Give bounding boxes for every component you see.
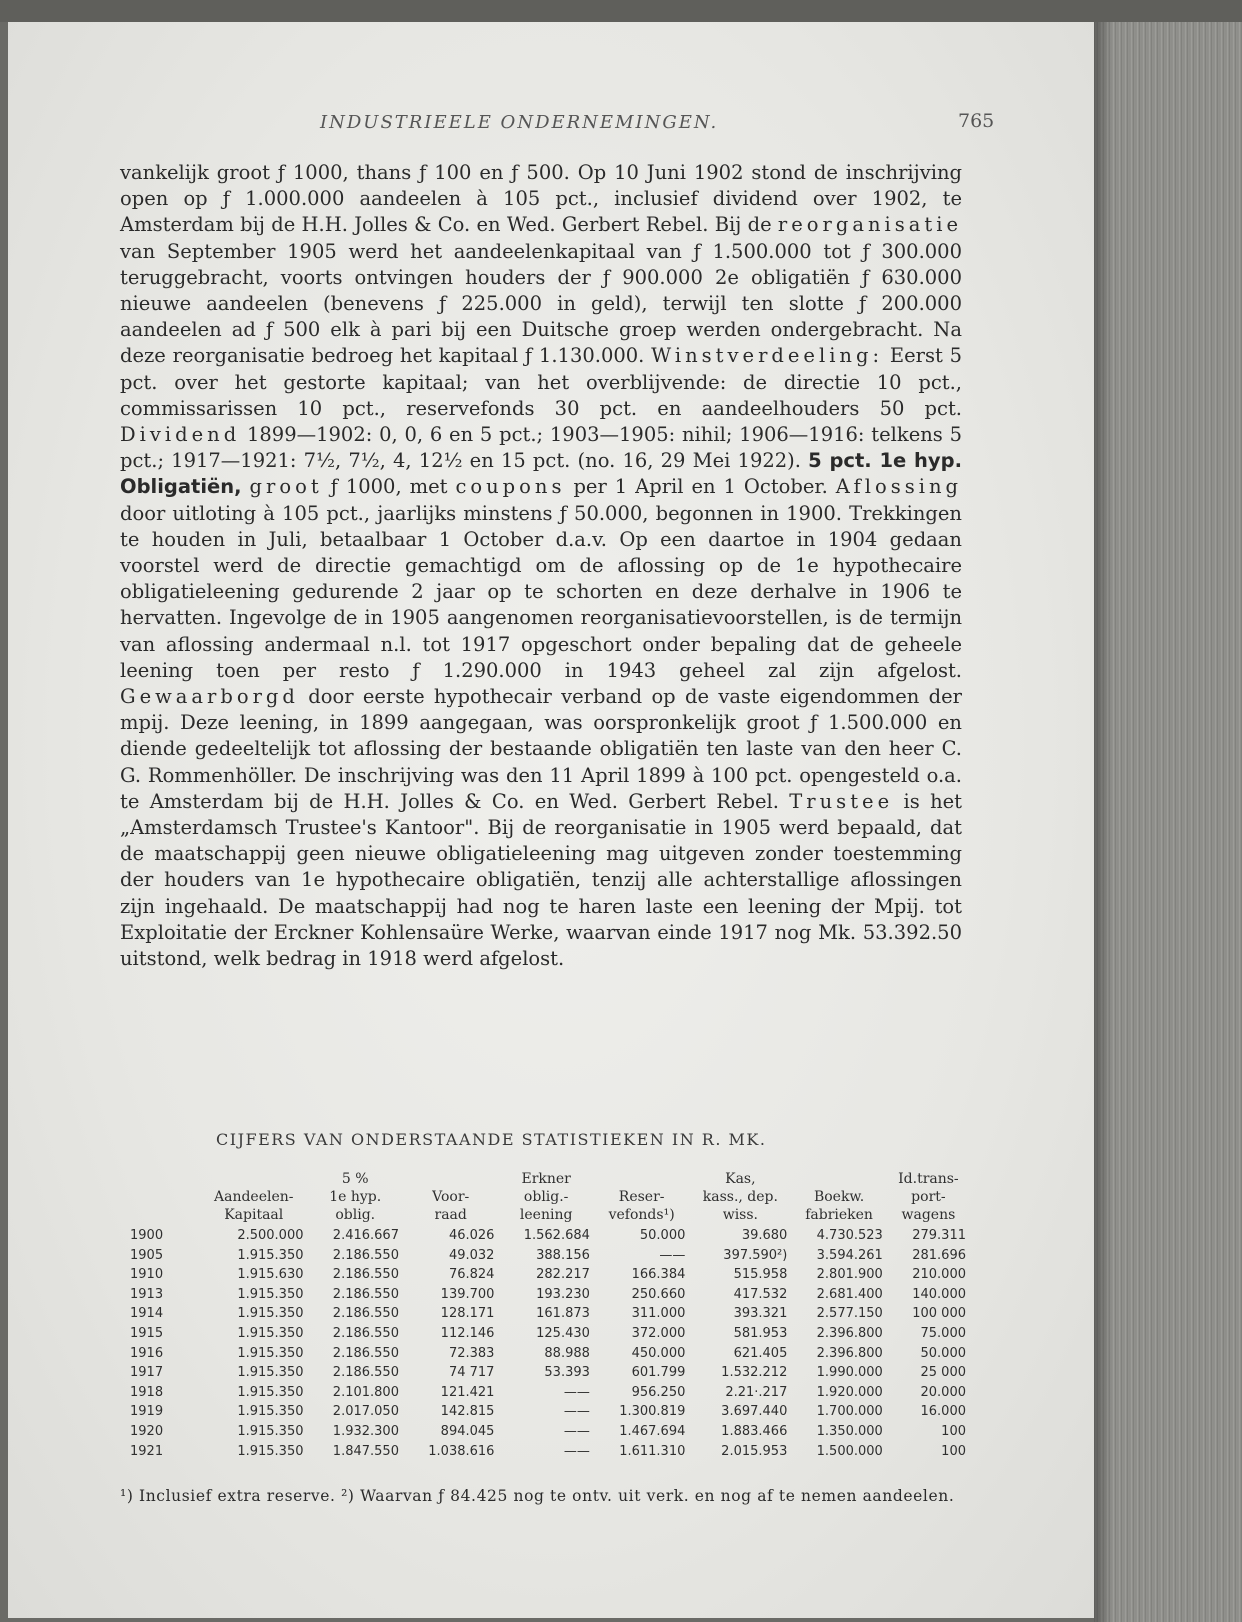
row-year: 1913 [130, 1286, 164, 1302]
row-year: 1917 [130, 1365, 164, 1381]
column-header [130, 1170, 200, 1226]
statistics-title: CIJFERS VAN ONDERSTAANDE STATISTIEKEN IN R. MK. [216, 1130, 767, 1149]
table-cell: 74 717 [448, 1365, 495, 1381]
table-cell: 581.953 [733, 1325, 788, 1341]
table-row [130, 1226, 970, 1246]
table-cell: 50.000 [920, 1345, 966, 1361]
column-header: Reser- vefonds¹) [608, 1189, 675, 1223]
text-segment: Eerst 5 pct. over het gestorte kapitaal; van het overblijvende: de directie 10 pct., commissarissen 10 pct., reservefonds 30 pct. en aandeelhouders 50 pct. [120, 344, 962, 420]
body-paragraph [120, 160, 962, 972]
table-cell: 515.958 [733, 1267, 788, 1283]
row-year: 1918 [130, 1384, 164, 1400]
table-header-row [130, 1170, 970, 1226]
row-year: 1914 [130, 1306, 164, 1322]
table-cell: 1.467.694 [619, 1423, 686, 1439]
table-cell: 1.915.350 [237, 1423, 304, 1439]
table-cell: 2.577.150 [816, 1306, 883, 1322]
table-cell: 1.300.819 [619, 1404, 686, 1420]
table-cell: 1.562.684 [523, 1228, 590, 1243]
table-cell: 88.988 [544, 1345, 590, 1361]
table-cell: 1.915.350 [237, 1286, 304, 1302]
table-cell: 76.824 [448, 1267, 495, 1283]
table-cell: 2.396.800 [816, 1345, 883, 1361]
table-cell: 282.217 [536, 1267, 590, 1283]
column-header: Aandeelen- Kapitaal [213, 1189, 294, 1223]
spaced-term-coupons: coupons [455, 475, 566, 499]
table-cell: 388.156 [536, 1247, 590, 1263]
table-cell: 2.681.400 [816, 1286, 883, 1302]
table-cell: 128.171 [440, 1306, 495, 1322]
table-cell: 2.186.550 [332, 1267, 399, 1283]
row-year: 1916 [130, 1345, 164, 1361]
table-cell: 142.815 [440, 1404, 495, 1420]
table-cell: 1.611.310 [619, 1443, 686, 1459]
table-cell: 450.000 [631, 1345, 686, 1361]
table-cell: 1.532.212 [721, 1365, 788, 1381]
spaced-term-groot: groot [249, 475, 323, 499]
table-cell: 250.660 [631, 1286, 686, 1302]
table-cell: 100 000 [912, 1306, 966, 1322]
table-cell: 1.038.616 [428, 1443, 495, 1459]
table-cell: 166.384 [631, 1267, 686, 1283]
spaced-term-gewaarborgd: Gewaarborgd [120, 685, 299, 709]
table-cell: 2.186.550 [332, 1286, 399, 1302]
text-segment: vankelijk groot ƒ 1000, thans ƒ 100 en ƒ 500. Op 10 Juni 1902 stond de inschrijving open op ƒ 1.000.000 aandeelen à 105 pct., inclusief dividend over 1902, te Amsterdam bij de H.H. Jolles & Co. en Wed. Gerbert Rebel. Bij de [120, 161, 962, 237]
table-row [130, 1442, 970, 1462]
table-cell: 1.920.000 [816, 1384, 883, 1400]
table-cell: 3.594.261 [816, 1247, 883, 1263]
table-cell: 1.350.000 [816, 1423, 883, 1439]
table-cell: 311.000 [631, 1306, 686, 1322]
spaced-term-aflossing: Aflossing [835, 475, 963, 499]
column-header: Kas, kass., dep. wiss. [702, 1171, 778, 1223]
table-cell: 75.000 [920, 1325, 966, 1341]
table-cell: 2.500.000 [237, 1228, 304, 1243]
table-cell: 1.915.350 [237, 1404, 304, 1420]
column-header: Id.trans- port- wagens [898, 1171, 959, 1223]
table-cell: 621.405 [733, 1345, 788, 1361]
text-segment: van September 1905 werd het aandeelenkapitaal van ƒ 1.500.000 tot ƒ 300.000 teruggebracht, voorts ontvingen houders der ƒ 900.000 2e obligatiën ƒ 630.000 nieuwe aandeelen (benevens ƒ 225.000 in geld), terwijl ten slotte ƒ 200.000 aandeelen ad ƒ 500 elk à pari bij een Duitsche groep werden ondergebracht. Na deze reorganisatie bedroeg het kapitaal ƒ 1.130.000. [120, 239, 962, 368]
table-cell: 601.799 [631, 1365, 686, 1381]
table-cell: 25 000 [920, 1365, 966, 1381]
table-cell: 193.230 [536, 1286, 590, 1302]
column-header: Voor- raad [432, 1189, 470, 1223]
table-cell: —— [563, 1423, 590, 1439]
table-cell: —— [563, 1384, 590, 1400]
table-cell: 39.680 [741, 1228, 788, 1243]
table-cell: —— [563, 1404, 590, 1420]
table-row [130, 1344, 970, 1364]
table-cell: 417.532 [733, 1286, 788, 1302]
spaced-term-trustee: Trustee [789, 789, 894, 813]
table-cell: 125.430 [536, 1325, 590, 1341]
text-segment: is het „Amsterdamsch Trustee's Kantoor". Bij de reorganisatie in 1905 werd bepaald, dat de maatschappij geen nieuwe obligatieleening mag uitgeven zonder toestemming der houders van 1e hypothecaire obligatiën, tenzij alle achterstallige aflossingen zijn ingehaald. De maatschappij had nog te haren laste een leening der Mpij. tot Exploitatie der Erckner Kohlensaüre Werke, waarvan einde 1917 nog Mk. 53.392.50 uitstond, welk bedrag in 1918 werd afgelost. [120, 789, 963, 971]
spaced-term-reorganisatie: reorganisatie [777, 213, 962, 237]
table-row [130, 1402, 970, 1422]
table-row [130, 1246, 970, 1266]
statistics-table [130, 1170, 970, 1461]
table-cell: 2.416.667 [332, 1228, 399, 1243]
gutter-shadow [1094, 22, 1112, 1622]
table-cell: 894.045 [440, 1423, 495, 1439]
table-cell: 281.696 [912, 1247, 966, 1263]
table-cell: 139.700 [440, 1286, 495, 1302]
row-year: 1900 [130, 1228, 164, 1243]
table-cell: 1.500.000 [816, 1443, 883, 1459]
table-cell: 1.847.550 [332, 1443, 399, 1459]
table-cell: 393.321 [733, 1306, 788, 1322]
table-cell: 46.026 [448, 1228, 495, 1243]
table-cell: 49.032 [448, 1247, 495, 1263]
table-cell: 72.383 [448, 1345, 495, 1361]
table-cell: 1.915.350 [237, 1306, 304, 1322]
table-cell: —— [659, 1247, 686, 1263]
table-cell: 121.421 [440, 1384, 495, 1400]
table-cell: 2.186.550 [332, 1325, 399, 1341]
heading-obligaties: 5 pct. 1e hyp. Obligatiën, [120, 449, 962, 499]
table-row [130, 1363, 970, 1383]
text-segment [242, 475, 250, 498]
table-body [130, 1226, 970, 1461]
row-year: 1915 [130, 1325, 164, 1341]
text-segment: door uitloting à 105 pct., jaarlijks minstens ƒ 50.000, begonnen in 1900. Trekkingen te houden in Juli, betaalbaar 1 October d.a.v. Op een daartoe in 1904 gedaan voorstel werd de directie gemachtigd om de aflossing op de 1e hypothecaire obligatieleening gedurende 2 jaar op te schorten en deze derhalve in 1906 te hervatten. Ingevolge de in 1905 aangenomen reorganisatievoorstellen, is de termijn van aflossing andermaal n.l. tot 1917 opgeschort onder bepaling dat de geheele leening toen per resto ƒ 1.290.000 in 1943 geheel zal zijn afgelost. [120, 501, 962, 682]
table-cell: 2.186.550 [332, 1365, 399, 1381]
table-cell: 1.915.350 [237, 1345, 304, 1361]
column-header: Erkner oblig.- leening [519, 1171, 573, 1223]
table-cell: 2.101.800 [332, 1384, 399, 1400]
table-cell: 1.990.000 [816, 1365, 883, 1381]
text-segment: door eerste hypothecair verband op de vaste eigendommen der mpij. Deze leening, in 1899 aangegaan, was oorspronkelijk groot ƒ 1.500.000 en diende gedeeltelijk tot aflossing der bestaande obligatiën ten laste van den heer C. G. Rommenhöller. De inschrijving was den 11 April 1899 à 100 pct. opengesteld o.a. te Amsterdam bij de H.H. Jolles & Co. en Wed. Gerbert Rebel. [120, 685, 962, 813]
row-year: 1921 [130, 1443, 164, 1459]
table-cell: 1.915.350 [237, 1443, 304, 1459]
table-cell: 16.000 [920, 1404, 966, 1420]
table-cell: —— [563, 1443, 590, 1459]
text-segment: ƒ 1000, met [322, 475, 456, 499]
table-row [130, 1422, 970, 1442]
table-cell: 2.186.550 [332, 1247, 399, 1263]
running-head: INDUSTRIEELE ONDERNEMINGEN. [320, 112, 719, 133]
table-cell: 2.396.800 [816, 1325, 883, 1341]
table-row [130, 1383, 970, 1403]
column-header: 5 % 1e hyp. oblig. [329, 1171, 382, 1223]
table-cell: 2.21·.217 [725, 1384, 788, 1400]
table-cell: 112.146 [440, 1325, 495, 1341]
table-cell: 1.915.350 [237, 1325, 304, 1341]
spaced-term-dividend: Dividend [120, 423, 241, 447]
table-cell: 956.250 [631, 1384, 686, 1400]
table-cell: 1.700.000 [816, 1404, 883, 1420]
table-cell: 2.017.050 [332, 1404, 399, 1420]
table-row [130, 1265, 970, 1285]
text-segment: per 1 April en 1 October. [565, 475, 836, 499]
table-cell: 210.000 [912, 1267, 966, 1283]
table-row [130, 1285, 970, 1305]
table-cell: 140.000 [912, 1286, 966, 1302]
row-year: 1910 [130, 1267, 164, 1283]
table-cell: 397.590²) [723, 1247, 788, 1263]
table-cell: 2.186.550 [332, 1306, 399, 1322]
table-cell: 1.932.300 [332, 1423, 399, 1439]
table-cell: 1.915.350 [237, 1247, 304, 1263]
table-cell: 2.801.900 [816, 1267, 883, 1283]
table-cell: 2.186.550 [332, 1345, 399, 1361]
row-year: 1905 [130, 1247, 164, 1263]
table-cell: 100 [941, 1423, 966, 1439]
table-row [130, 1304, 970, 1324]
table-cell: 50.000 [639, 1228, 686, 1243]
text-segment: 1899—1902: 0, 0, 6 en 5 pct.; 1903—1905: nihil; 1906—1916: telkens 5 pct.; 1917—1921: 7½, 7½, 4, 12½ en 15 pct. (no. 16, 29 Mei 1922). [120, 423, 962, 473]
scan-top-band [0, 0, 1242, 22]
table-cell: 4.730.523 [816, 1228, 883, 1243]
table-cell: 20.000 [920, 1384, 966, 1400]
table-cell: 3.697.440 [721, 1404, 788, 1420]
table-cell: 53.393 [544, 1365, 590, 1381]
footnote: ¹) Inclusief extra reserve. ²) Waarvan ƒ 84.425 nog te ontv. uit verk. en nog af te nemen aandeelen. [120, 1487, 955, 1505]
book-page-edges [1094, 22, 1242, 1622]
row-year: 1919 [130, 1404, 164, 1420]
table-cell: 161.873 [536, 1306, 590, 1322]
table-cell: 1.915.350 [237, 1365, 304, 1381]
table-cell: 100 [941, 1443, 966, 1459]
table-cell: 1.915.630 [237, 1267, 304, 1283]
column-header: Boekw. fabrieken [805, 1189, 873, 1223]
table-row [130, 1324, 970, 1344]
spaced-term-winstverdeeling: Winstverdeeling: [651, 344, 884, 368]
table-cell: 1.915.350 [237, 1384, 304, 1400]
table-cell: 2.015.953 [721, 1443, 788, 1459]
row-year: 1920 [130, 1423, 164, 1439]
table-cell: 279.311 [912, 1228, 966, 1243]
table-cell: 1.883.466 [721, 1423, 788, 1439]
page-number: 765 [958, 110, 995, 132]
table-cell: 372.000 [631, 1325, 686, 1341]
